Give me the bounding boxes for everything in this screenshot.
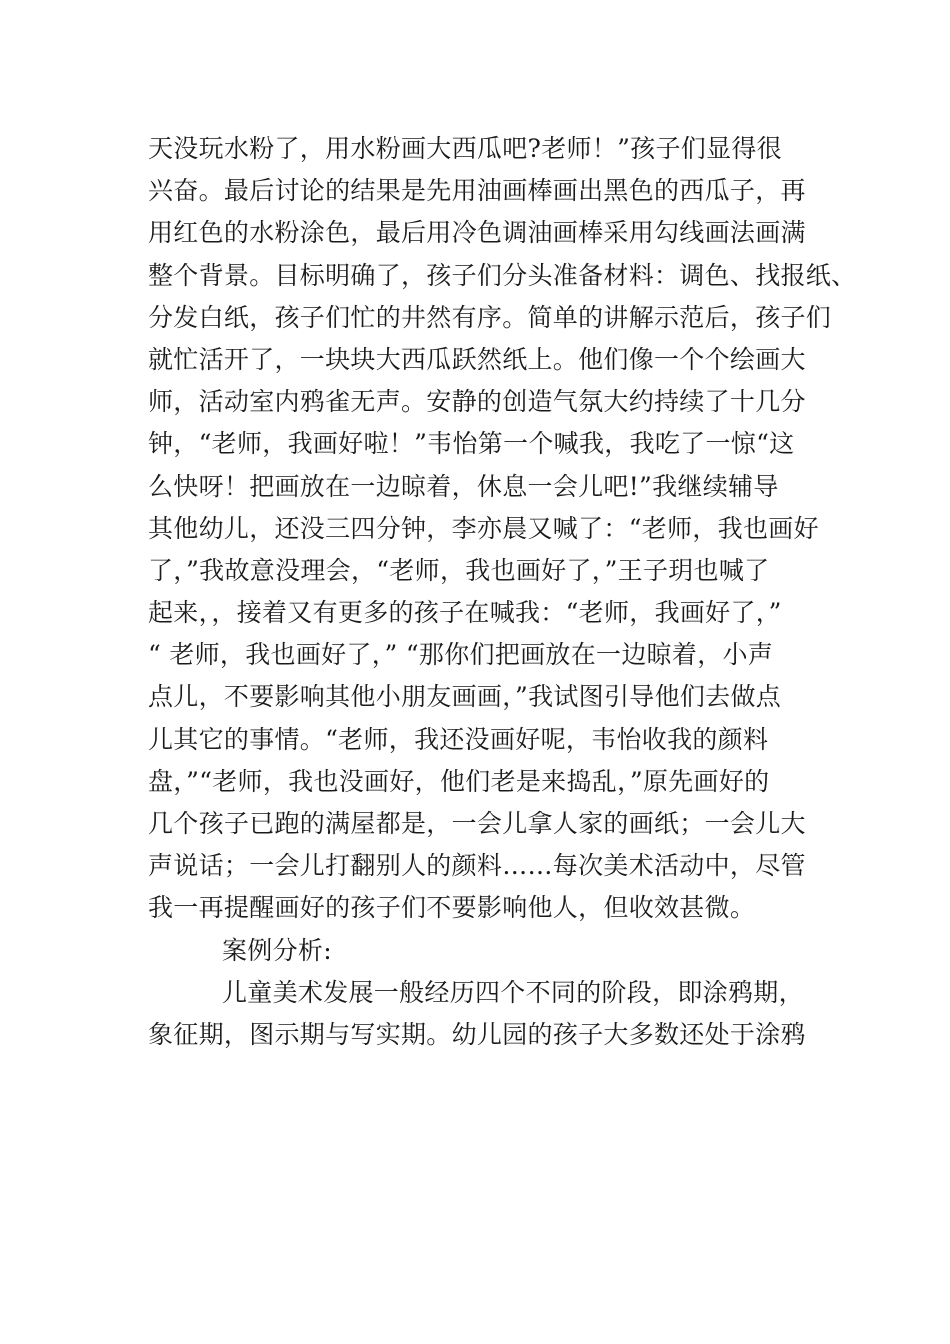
section-heading: 案例分析: <box>222 935 332 965</box>
document-body <box>148 128 857 1056</box>
text-line: 盘，”“老师，我也没画好，他们老是来捣乱，”原先画好的 <box>148 766 770 796</box>
text-line: 儿其它的事情。“老师，我还没画好呢，韦怡收我的颜料 <box>148 724 769 754</box>
text-line: 就忙活开了，一块块大西瓜跃然纸上。他们像一个个绘画大 <box>148 344 806 374</box>
text-line: 兴奋。最后讨论的结果是先用油画棒画出黑色的西瓜子，再 <box>148 176 806 206</box>
text-line: 点儿，不要影响其他小朋友画画，”我试图引导他们去做点 <box>148 682 782 712</box>
text-line: 声说话；一会儿打翻别人的颜料……每次美术活动中，尽管 <box>148 851 806 881</box>
text-line: “ 老师，我也画好了，” “那你们把画放在一边晾着，小声 <box>148 640 774 670</box>
text-line: 用红色的水粉涂色，最后用冷色调油画棒采用勾线画法画满 <box>148 218 806 248</box>
text-line: 师，活动室内鸦雀无声。安静的创造气氛大约持续了十几分 <box>148 387 806 417</box>
text-line: 么快呀！把画放在一边晾着，休息一会儿吧!”我继续辅导 <box>148 471 779 501</box>
text-line: 我一再提醒画好的孩子们不要影响他人，但收效甚微。 <box>148 893 756 923</box>
text-line: 起来，，接着又有更多的孩子在喊我：“老师，我画好了，” <box>148 598 782 628</box>
text-line: 钟，“老师，我画好啦！”韦怡第一个喊我，我吃了一惊“这 <box>148 429 795 459</box>
text-line: 分发白纸，孩子们忙的井然有序。简单的讲解示范后，孩子们 <box>148 302 832 332</box>
text-line: 了，”我故意没理会，“老师，我也画好了，”王子玥也喊了 <box>148 555 770 585</box>
text-line: 象征期，图示期与写实期。幼儿园的孩子大多数还处于涂鸦 <box>148 1019 806 1049</box>
text-line: 几个孩子已跑的满屋都是，一会儿拿人家的画纸；一会儿大 <box>148 809 806 838</box>
text-line: 天没玩水粉了，用水粉画大西瓜吧?老师！”孩子们显得很 <box>148 134 782 163</box>
text-line: 整个背景。目标明确了，孩子们分头准备材料：调色、找报纸、 <box>148 260 857 290</box>
text-line: 儿童美术发展一般经历四个不同的阶段，即涂鸦期， <box>222 977 804 1007</box>
text-line: 其他幼儿，还没三四分钟，李亦晨又喊了：“老师，我也画好 <box>148 513 819 543</box>
